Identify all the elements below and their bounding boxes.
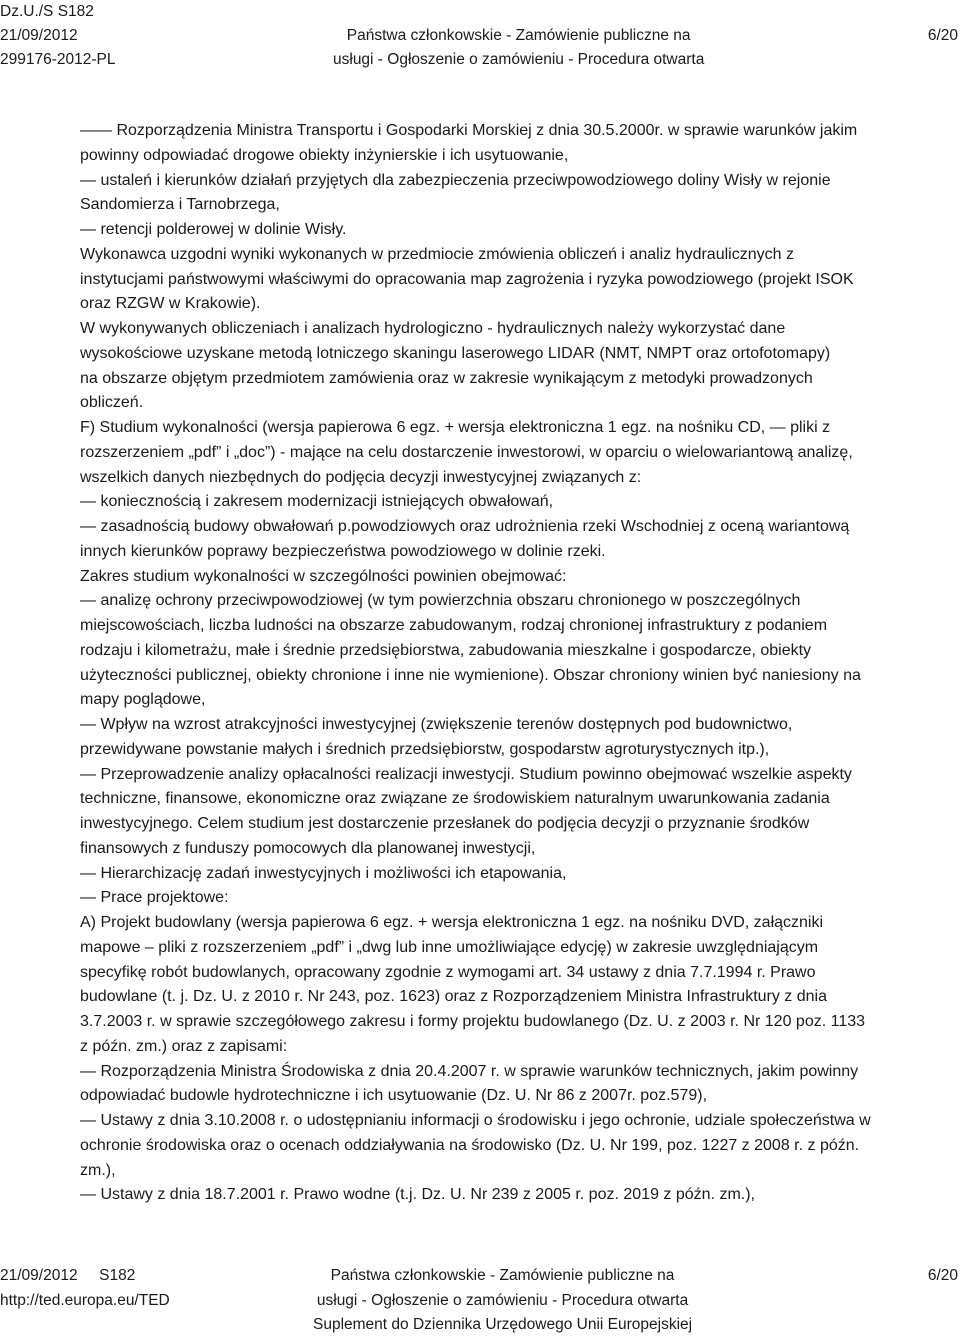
header-date: 21/09/2012 — [0, 27, 78, 44]
body-line: oraz RZGW w Krakowie). — [80, 295, 261, 313]
body-line: — Przeprowadzenie analizy opłacalności realizacji inwestycji. Studium powinno obejmować wszelkie aspekty — [80, 765, 852, 783]
footer-title-line2: usługi - Ogłoszenie o zamówieniu - Procedura otwarta — [316, 1291, 689, 1309]
footer-title-line3: Suplement do Dziennika Urzędowego Unii Europejskiej — [313, 1316, 693, 1333]
footer-url[interactable]: http://ted.europa.eu/TED — [0, 1291, 170, 1309]
footer-title — [313, 1264, 692, 1338]
body-line: użyteczności publicznej, obiekty chronione i inne nie wymienione). Obszar chroniony winien być naniesiony na — [80, 666, 861, 684]
document-body — [80, 119, 960, 1208]
body-line: —— Rozporządzenia Ministra Transportu i Gospodarki Morskiej z dnia 30.5.2000r. w sprawie warunków jakim — [80, 122, 858, 139]
header-page-number: 6/20 — [927, 27, 958, 44]
body-line: powinny odpowiadać drogowe obiekty inżynierskie i ich usytuowanie, — [80, 146, 569, 164]
body-line: miejscowościach, liczba ludności na obszarze zabudowanym, rodzaj chronionej infrastruktury z podaniem — [80, 617, 828, 634]
body-line: Wykonawca uzgodni wyniki wykonanych w przedmiocie zmówienia obliczeń i analiz hydraulicznych z — [80, 245, 794, 263]
body-line: wszelkich danych niezbędnych do podjęcia decyzji inwestycyjnej związanych z: — [80, 468, 642, 486]
notice-number: 299176-2012-PL — [0, 51, 116, 68]
body-line: odpowiadać budowle hydrotechniczne i ich usytuowanie (Dz. U. Nr 86 z 2007r. poz.579), — [80, 1087, 708, 1105]
body-line: W wykonywanych obliczeniach i analizach hydrologiczno - hydraulicznych należy wykorzystać dane — [80, 320, 786, 337]
body-line: 3.7.2003 r. w sprawie szczegółowego zakresu i formy projektu budowlanego (Dz. U. z 2003 r. Nr 120 poz. 1133 — [80, 1013, 866, 1030]
body-line: — Ustawy z dnia 18.7.2001 r. Prawo wodne (t.j. Dz. U. Nr 239 z 2005 r. poz. 2019 z późn. zm.), — [80, 1186, 755, 1204]
body-line: ochronie środowiska oraz o ocenach oddziaływania na środowisko (Dz. U. Nr 199, poz. 1227 z 2008 r. z późn. — [80, 1136, 860, 1154]
body-line: — Hierarchizację zadań inwestycyjnych i możliwości ich etapowania, — [80, 864, 567, 882]
body-line: przewidywane powstanie małych i średnich przedsiębiorstw, gospodarstw agroturystycznych itp.), — [80, 740, 770, 758]
body-line: na obszarze objętym przedmiotem zamówienia oraz w zakresie wynikającym z metodyki prowadzonych — [80, 369, 813, 387]
footer-page-number: 6/20 — [927, 1267, 958, 1284]
body-line: innych kierunków poprawy bezpieczeństwa powodziowego w dolinie rzeki. — [80, 542, 606, 560]
body-line: — zasadnością budowy obwałowań p.powodziowych oraz udrożnienia rzeki Wschodniej z oceną wariantową — [80, 518, 850, 535]
body-line: — Wpływ na wzrost atrakcyjności inwestycyjnej (zwiększenie terenów dostępnych pod budownictwo, — [80, 716, 793, 733]
footer-date-series: 21/09/2012 S182 — [0, 1267, 136, 1284]
body-line: mapy poglądowe, — [80, 691, 206, 709]
body-line: A) Projekt budowlany (wersja papierowa 6 egz. + wersja elektroniczna 1 egz. na nośniku DVD, załączniki — [80, 914, 824, 931]
body-line: zm.), — [80, 1161, 116, 1179]
header-left — [0, 0, 116, 72]
body-line: — Ustawy z dnia 3.10.2008 r. o udostępnianiu informacji o środowisku i jego ochronie, udziale społeczeństwa w — [80, 1112, 871, 1129]
header-title-line2: usługi - Ogłoszenie o zamówieniu - Procedura otwarta — [333, 51, 705, 68]
body-line: budowlane (t. j. Dz. U. z 2010 r. Nr 243, poz. 1623) oraz z Rozporządzeniem Ministra Infrastruktury z dnia — [80, 988, 827, 1006]
body-line: z późn. zm.) oraz z zapisami: — [80, 1037, 288, 1055]
body-line: — ustaleń i kierunków działań przyjętych dla zabezpieczenia przeciwpowodziowego doliny Wisły w rejonie — [80, 171, 831, 189]
body-line: — Rozporządzenia Ministra Środowiska z dnia 20.4.2007 r. w sprawie warunków technicznych, jakim powinny — [80, 1062, 859, 1080]
body-line: finansowych z funduszy pomocowych dla planowanej inwestycji, — [80, 839, 536, 857]
body-line: mapowe – pliki z rozszerzeniem „pdf” i „dwg lub inne umożliwiające edycję) w zakresie uwzględniającym — [80, 938, 819, 956]
body-line: specyfikę robót budowlanych, opracowany zgodnie z wymogami art. 34 ustawy z dnia 7.7.1994 r. Prawo — [80, 963, 816, 981]
body-line: rozszerzeniem „pdf” i „doc”) - mające na celu dostarczenie inwestorowi, w oparciu o wielowariantową analizę, — [80, 443, 853, 461]
body-line: F) Studium wykonalności (wersja papierowa 6 egz. + wersja elektroniczna 1 egz. na nośniku CD, — pliki z — [80, 419, 831, 436]
body-line: inwestycyjnego. Celem studium jest dostarczenie przesłanek do podjęcia decyzji o przyznanie środków — [80, 815, 810, 832]
header-title-line1: Państwa członkowskie - Zamówienie publiczne na — [346, 27, 691, 44]
footer-left — [0, 1264, 170, 1313]
body-line: Sandomierza i Tarnobrzega, — [80, 196, 280, 214]
body-line: instytucjami państwowymi właściwymi do opracowania map zagrożenia i ryzyka powodziowego (projekt ISOK — [80, 270, 854, 288]
footer-title-line1: Państwa członkowskie - Zamówienie publiczne na — [330, 1267, 675, 1284]
doc-ref: Dz.U./S S182 — [0, 3, 94, 20]
body-line: rodzaju i kilometrażu, małe i średnie przedsiębiorstwa, zabudowania mieszkalne i gospodarcze, obiekty — [80, 641, 812, 659]
body-line: wysokościowe uzyskane metodą lotniczego skaningu laserowego LIDAR (NMT, NMPT oraz ortofotomapy) — [80, 344, 831, 362]
body-line: — Prace projektowe: — [80, 889, 229, 907]
header-title — [333, 24, 704, 72]
body-line: techniczne, finansowe, ekonomiczne oraz związane ze środowiskiem naturalnym uwarunkowania zadania — [80, 790, 830, 808]
body-line: Zakres studium wykonalności w szczególności powinien obejmować: — [80, 567, 567, 585]
body-line: — koniecznością i zakresem modernizacji istniejących obwałowań, — [80, 493, 554, 511]
body-line: — retencji polderowej w dolinie Wisły. — [80, 221, 347, 238]
body-line: — analizę ochrony przeciwpowodziowej (w tym powierzchnia obszaru chronionego w poszczególnych — [80, 592, 801, 610]
body-line: obliczeń. — [80, 394, 144, 412]
